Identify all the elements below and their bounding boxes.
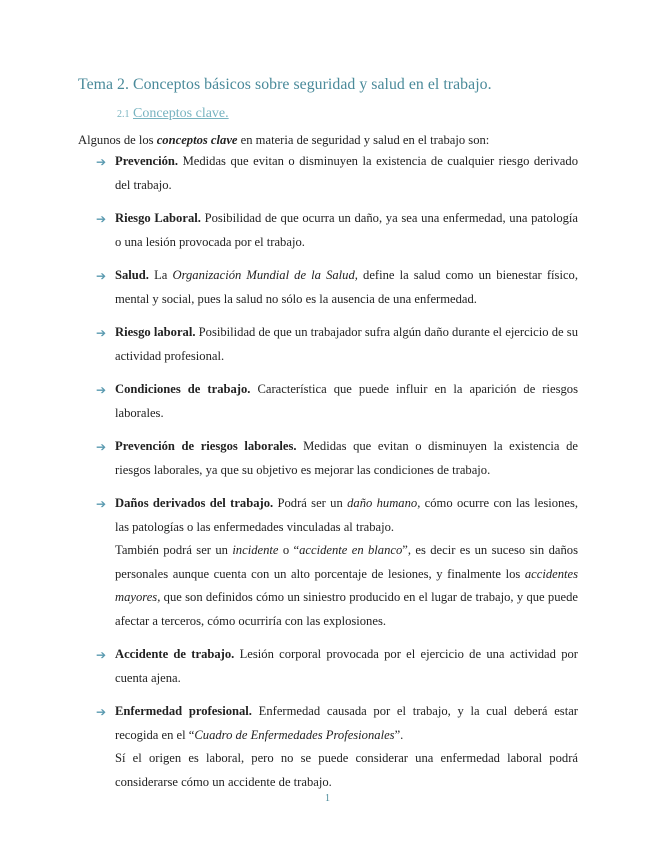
item-text bbox=[115, 700, 578, 747]
item-text bbox=[115, 207, 578, 254]
arrow-right-icon: ➔ bbox=[96, 326, 107, 340]
definition: Lesión corporal provocada por el ejercicio de una actividad por cuenta ajena. bbox=[115, 647, 578, 685]
item-extra-text bbox=[115, 539, 578, 633]
intro-text: en materia de seguridad y salud en el trabajo son: bbox=[237, 133, 490, 147]
definition: Medidas que evitan o disminuyen la existencia de riesgos laborales, ya que su objetivo es mejorar las condiciones de trabajo. bbox=[115, 439, 578, 477]
term: Accidente de trabajo. bbox=[115, 647, 235, 661]
arrow-right-icon: ➔ bbox=[96, 705, 107, 719]
arrow-right-icon: ➔ bbox=[96, 155, 107, 169]
section-title-link[interactable]: Conceptos clave. bbox=[133, 106, 229, 121]
list-item bbox=[96, 150, 578, 197]
term: Riesgo laboral. bbox=[115, 325, 196, 339]
term: Daños derivados del trabajo. bbox=[115, 496, 274, 510]
concepts-list bbox=[96, 150, 578, 804]
definition: Podrá ser un bbox=[273, 496, 348, 510]
list-item bbox=[96, 207, 578, 254]
definition: , cómo ocurre con las lesiones, las patologías o las enfermedades vinculadas al trabajo. bbox=[115, 496, 578, 534]
item-text bbox=[115, 321, 578, 368]
list-item bbox=[96, 378, 578, 425]
definition: que son definidos cómo un siniestro producido en el lugar de trabajo, y que puede afectar a terceros, cómo ocurriría con las explosiones. bbox=[115, 590, 578, 628]
term: Enfermedad profesional. bbox=[115, 704, 252, 718]
item-text bbox=[115, 150, 578, 197]
list-item bbox=[96, 321, 578, 368]
list-item bbox=[96, 700, 578, 794]
definition: Enfermedad causada por el trabajo, y la cual deberá estar recogida en el “ bbox=[115, 704, 578, 742]
list-item bbox=[96, 643, 578, 690]
item-text bbox=[115, 492, 578, 539]
definition: La bbox=[148, 268, 173, 282]
arrow-right-icon: ➔ bbox=[96, 269, 107, 283]
term: Riesgo Laboral. bbox=[115, 211, 201, 225]
arrow-right-icon: ➔ bbox=[96, 497, 107, 511]
arrow-right-icon: ➔ bbox=[96, 648, 107, 662]
term: Salud. bbox=[115, 268, 149, 282]
arrow-right-icon: ➔ bbox=[96, 440, 107, 454]
section-number: 2.1 bbox=[117, 109, 130, 120]
definition-emphasis: accidentes mayores, bbox=[115, 566, 578, 604]
item-extra-text bbox=[115, 747, 578, 794]
list-item bbox=[96, 492, 578, 633]
definition: Característica que puede influir en la aparición de riesgos laborales. bbox=[115, 382, 578, 420]
item-text bbox=[115, 264, 578, 311]
term: Prevención. bbox=[115, 154, 179, 168]
definition: ”. bbox=[394, 727, 404, 742]
definition-emphasis: daño humano bbox=[347, 496, 418, 510]
arrow-right-icon: ➔ bbox=[96, 383, 107, 397]
definition: También podrá ser un bbox=[115, 543, 233, 557]
item-text bbox=[115, 378, 578, 425]
intro-text: Algunos de los bbox=[78, 133, 157, 147]
list-item bbox=[96, 264, 578, 311]
definition: ”, es decir es un suceso sin daños personales aunque cuenta con un alto porcentaje de lesiones, y finalmente los bbox=[115, 543, 578, 581]
definition: o “ bbox=[278, 543, 300, 557]
definition: Sí el origen es laboral, pero no se puede considerar una enfermedad laboral podrá considerarse cómo un accidente de trabajo. bbox=[115, 751, 578, 789]
page-number: 1 bbox=[325, 793, 330, 804]
arrow-right-icon: ➔ bbox=[96, 212, 107, 226]
list-item bbox=[96, 435, 578, 482]
term: Condiciones de trabajo. bbox=[115, 382, 251, 396]
definition: Posibilidad de que ocurra un daño, ya sea una enfermedad, una patología o una lesión provocada por el trabajo. bbox=[115, 211, 579, 249]
term: Prevención de riesgos laborales. bbox=[115, 439, 297, 453]
definition: Medidas que evitan o disminuyen la existencia de cualquier riesgo derivado del trabajo. bbox=[115, 154, 578, 192]
intro-paragraph bbox=[78, 131, 489, 149]
item-text bbox=[115, 435, 578, 482]
item-text bbox=[115, 643, 578, 690]
definition-emphasis: Organización Mundial de la Salud, bbox=[172, 268, 358, 282]
definition-emphasis: Cuadro de Enfermedades Profesionales bbox=[194, 727, 395, 742]
definition: define la salud como un bienestar físico, mental y social, pues la salud no sólo es la ausencia de una enfermedad. bbox=[115, 268, 578, 306]
section-heading bbox=[117, 106, 229, 122]
definition-emphasis: incidente bbox=[232, 543, 279, 557]
intro-emphasis: conceptos clave bbox=[156, 133, 238, 147]
page-title: Tema 2. Conceptos básicos sobre seguridad y salud en el trabajo. bbox=[78, 76, 492, 93]
definition-emphasis: accidente en blanco bbox=[299, 543, 403, 557]
definition: Posibilidad de que un trabajador sufra algún daño durante el ejercicio de su actividad profesional. bbox=[115, 325, 578, 363]
